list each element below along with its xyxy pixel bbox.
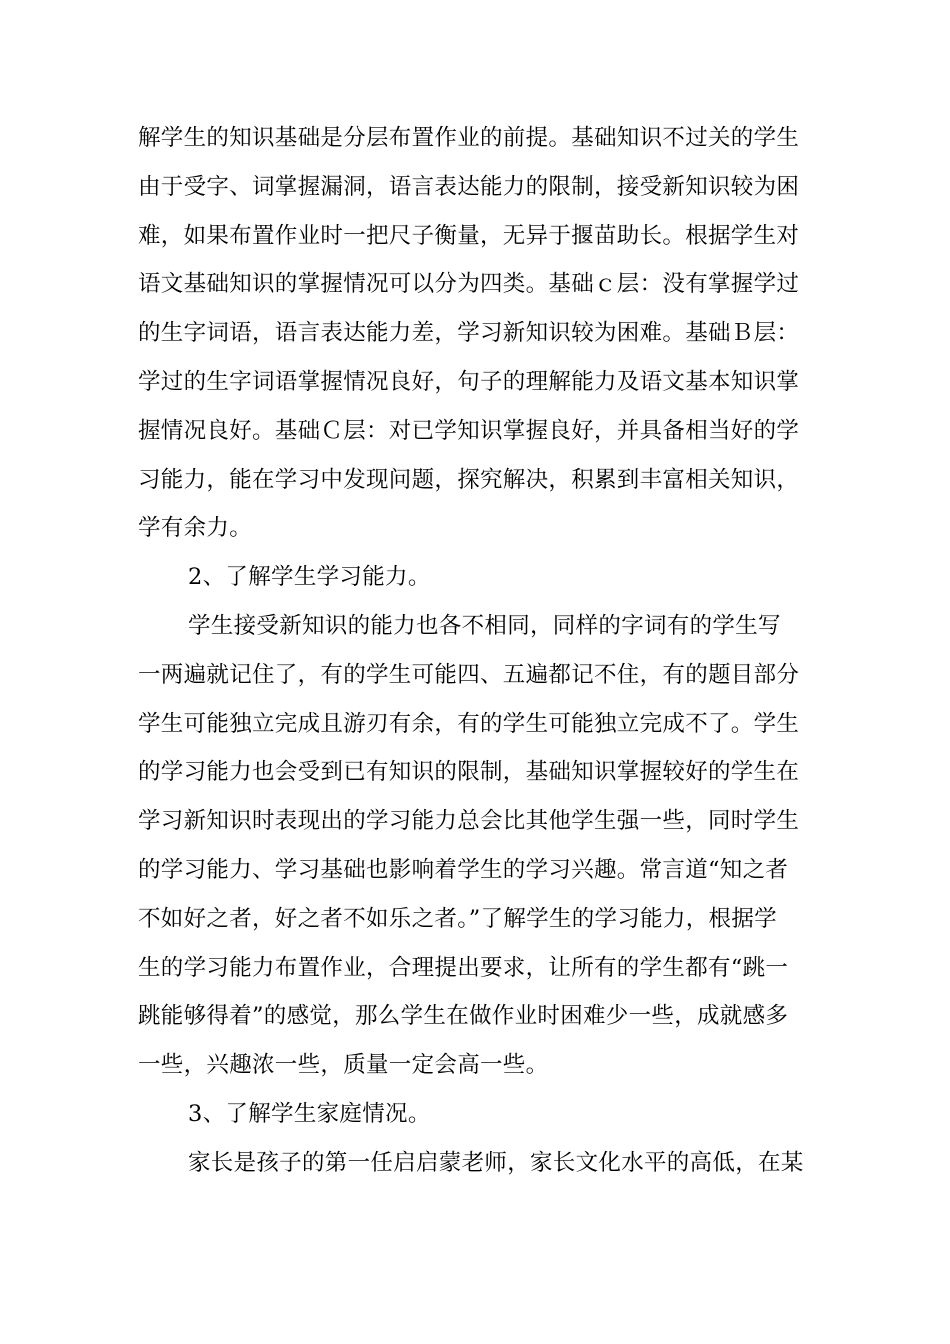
text-line: 跳能够得着”的感觉，那么学生在做作业时困难少一些，成就感多 [138,1003,789,1030]
text-line: 的学习能力也会受到已有知识的限制，基础知识掌握较好的学生在 [138,759,800,786]
text-line: 的生字词语，语言表达能力差，学习新知识较为困难。基础Ｂ层： [138,320,800,347]
text-line: 生的学习能力布置作业，合理提出要求，让所有的学生都有“跳一 [138,954,789,981]
text-line: 学习新知识时表现出的学习能力总会比其他学生强一些，同时学生 [138,808,800,835]
text-line: 一些，兴趣浓一些，质量一定会高一些。 [138,1052,549,1079]
text-line: 学生可能独立完成且游刃有余，有的学生可能独立完成不了。学生 [138,710,800,737]
text-line: 不如好之者，好之者不如乐之者。”了解学生的学习能力，根据学 [138,905,777,932]
text-line: 解学生的知识基础是分层布置作业的前提。基础知识不过关的学生 [138,125,800,151]
text-line: 的学习能力、学习基础也影响着学生的学习兴趣。常言道“知之者 [138,856,789,883]
text-line: 难，如果布置作业时一把尺子衡量，无异于揠苗助长。根据学生对 [138,222,800,249]
text-line: 习能力，能在学习中发现问题，探究解决，积累到丰富相关知识， [138,466,800,493]
text-line: 学有余力。 [138,515,253,542]
section-heading: 2、了解学生学习能力。 [188,564,431,591]
paragraph-first-line: 家长是孩子的第一任启启蒙老师，家长文化水平的高低，在某 [188,1149,804,1176]
text-line: 学过的生字词语掌握情况良好，句子的理解能力及语文基本知识掌 [138,368,800,395]
text-line: 一两遍就记住了，有的学生可能四、五遍都记不住，有的题目部分 [138,661,800,688]
paragraph-first-line: 学生接受新知识的能力也各不相同，同样的字词有的学生写 [188,612,781,639]
text-line: 由于受字、词掌握漏洞，语言表达能力的限制，接受新知识较为困 [138,173,800,200]
section-heading: 3、了解学生家庭情况。 [188,1100,431,1127]
body-text [138,114,820,1188]
text-line: 语文基础知识的掌握情况可以分为四类。基础ｃ层：没有掌握学过 [138,271,800,298]
text-line: 握情况良好。基础Ｃ层：对已学知识掌握良好，并具备相当好的学 [138,417,800,444]
